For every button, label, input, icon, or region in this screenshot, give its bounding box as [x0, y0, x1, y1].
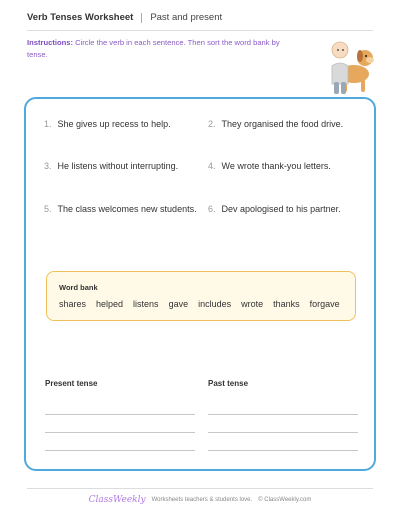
sentence-number: 2.	[208, 119, 216, 129]
worksheet-card	[24, 97, 376, 471]
present-answer-line[interactable]	[45, 414, 195, 415]
past-answer-line[interactable]	[208, 432, 358, 433]
sentence-text[interactable]: The class welcomes new students.	[57, 204, 197, 214]
word-bank-word[interactable]: gave	[168, 299, 189, 309]
sentence-text[interactable]: He listens without interrupting.	[57, 161, 179, 171]
past-answer-line[interactable]	[208, 414, 358, 415]
child-and-dog-illustration	[316, 36, 376, 98]
sentence-item[interactable]	[44, 204, 197, 214]
word-bank-word[interactable]: shares	[59, 299, 87, 309]
sentence-number: 1.	[44, 119, 52, 129]
worksheet-header	[27, 12, 222, 23]
sentence-item[interactable]	[208, 204, 341, 214]
header-rule	[27, 30, 373, 31]
instructions	[27, 37, 297, 61]
worksheet-subtitle: Past and present	[150, 12, 223, 23]
present-answer-line[interactable]	[45, 432, 195, 433]
sentence-text[interactable]: Dev apologised to his partner.	[221, 204, 341, 214]
footer-tagline: Worksheets teachers & students love.	[151, 497, 253, 503]
sentence-number: 3.	[44, 161, 52, 171]
sentence-text[interactable]: She gives up recess to help.	[57, 119, 171, 129]
present-tense-heading: Present tense	[45, 379, 98, 388]
word-bank-word[interactable]: wrote	[241, 299, 264, 309]
footer-copyright: © ClassWeekly.com	[258, 497, 312, 503]
sentence-item[interactable]	[208, 161, 331, 171]
word-bank-title: Word bank	[59, 283, 98, 292]
brand-logo: ClassWeekly	[88, 495, 146, 505]
past-tense-heading: Past tense	[208, 379, 249, 388]
word-bank	[46, 271, 356, 321]
word-bank-word[interactable]: listens	[133, 299, 159, 309]
sentence-text[interactable]: They organised the food drive.	[221, 119, 344, 129]
sentence-number: 6.	[208, 204, 216, 214]
sentence-item[interactable]	[44, 119, 171, 129]
sentence-item[interactable]	[44, 161, 178, 171]
sentence-number: 5.	[44, 204, 52, 214]
instructions-label: Instructions:	[27, 38, 73, 47]
sentence-number: 4.	[208, 161, 216, 171]
word-bank-word[interactable]: thanks	[273, 299, 300, 309]
worksheet-title: Verb Tenses Worksheet	[27, 12, 134, 23]
word-bank-word[interactable]: helped	[96, 299, 124, 309]
sentence-text[interactable]: We wrote thank-you letters.	[221, 161, 331, 171]
word-bank-word[interactable]: forgave	[309, 299, 340, 309]
present-answer-line[interactable]	[45, 450, 195, 451]
word-bank-word[interactable]: includes	[198, 299, 232, 309]
sentence-item[interactable]	[208, 119, 343, 129]
header-divider	[141, 13, 142, 23]
word-bank-words	[59, 299, 340, 309]
footer	[0, 495, 400, 505]
footer-rule	[27, 488, 373, 489]
past-answer-line[interactable]	[208, 450, 358, 451]
instructions-text: Circle the verb in each sentence. Then sort the word bank by tense.	[27, 38, 280, 59]
